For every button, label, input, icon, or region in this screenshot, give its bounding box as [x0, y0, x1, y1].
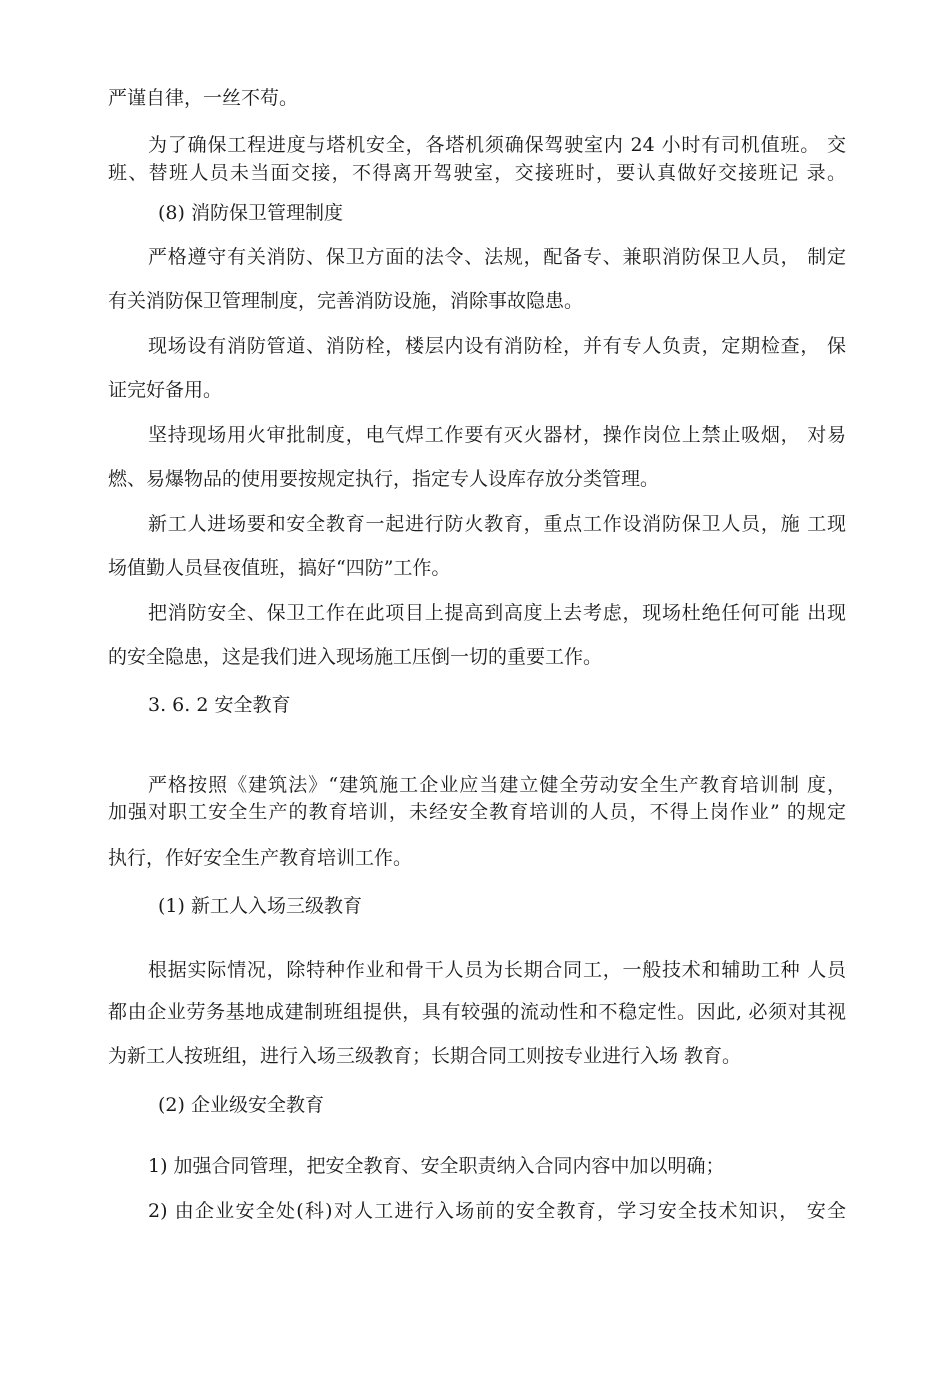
section-heading: (8) 消防保卫管理制度 — [158, 202, 343, 224]
paragraph-line: 有关消防保卫管理制度，完善消防设施，消除事故隐患。 — [108, 290, 584, 312]
paragraph-line: 严格遵守有关消防、保卫方面的法令、法规，配备专、兼职消防保卫人员， 制定 — [148, 246, 846, 268]
paragraph-line: 为了确保工程进度与塔机安全，各塔机须确保驾驶室内 24 小时有司机值班。 交 — [148, 134, 846, 156]
paragraph-line: 燃、易爆物品的使用要按规定执行，指定专人设库存放分类管理。 — [108, 468, 660, 490]
paragraph-line: 场值勤人员昼夜值班，搞好“四防”工作。 — [108, 557, 451, 579]
paragraph-line: 根据实际情况，除特种作业和骨干人员为长期合同工，一般技术和辅助工种 人员 — [148, 959, 846, 981]
paragraph-line: 的安全隐患，这是我们进入现场施工压倒一切的重要工作。 — [108, 646, 603, 668]
section-heading: (2) 企业级安全教育 — [158, 1094, 324, 1116]
paragraph-line: 执行，作好安全生产教育培训工作。 — [108, 847, 413, 869]
paragraph-line: 新工人进场要和安全教育一起进行防火教育，重点工作设消防保卫人员，施 工现 — [148, 513, 846, 535]
paragraph-line: 把消防安全、保卫工作在此项目上提高到高度上去考虑，现场杜绝任何可能 出现 — [148, 602, 846, 624]
paragraph-line: 坚持现场用火审批制度，电气焊工作要有灭火器材，操作岗位上禁止吸烟， 对易 — [148, 424, 846, 446]
list-item: 1) 加强合同管理，把安全教育、安全职责纳入合同内容中加以明确； — [148, 1155, 725, 1177]
paragraph-line: 证完好备用。 — [108, 379, 223, 401]
section-heading: (1) 新工人入场三级教育 — [158, 895, 362, 917]
paragraph-line: 加强对职工安全生产的教育培训，未经安全教育培训的人员，不得上岗作业” 的规定 — [108, 801, 846, 823]
paragraph-line: 为新工人按班组，进行入场三级教育；长期合同工则按专业进行入场 教育。 — [108, 1045, 742, 1067]
paragraph-line: 都由企业劳务基地成建制班组提供，具有较强的流动性和不稳定性。因此, 必须对其视 — [108, 1001, 846, 1023]
list-item: 2) 由企业安全处(科)对人工进行入场前的安全教育，学习安全技术知识， 安全 — [148, 1200, 846, 1222]
paragraph-line: 现场设有消防管道、消防栓，楼层内设有消防栓，并有专人负责，定期检查， 保 — [148, 335, 846, 357]
paragraph-line: 班、替班人员未当面交接，不得离开驾驶室，交接班时，要认真做好交接班记 录。 — [108, 162, 846, 184]
paragraph-line: 严谨自律，一丝不苟。 — [108, 87, 299, 109]
paragraph-line: 严格按照《建筑法》“建筑施工企业应当建立健全劳动安全生产教育培训制 度， — [148, 774, 846, 796]
section-heading: 3. 6. 2 安全教育 — [148, 694, 291, 716]
